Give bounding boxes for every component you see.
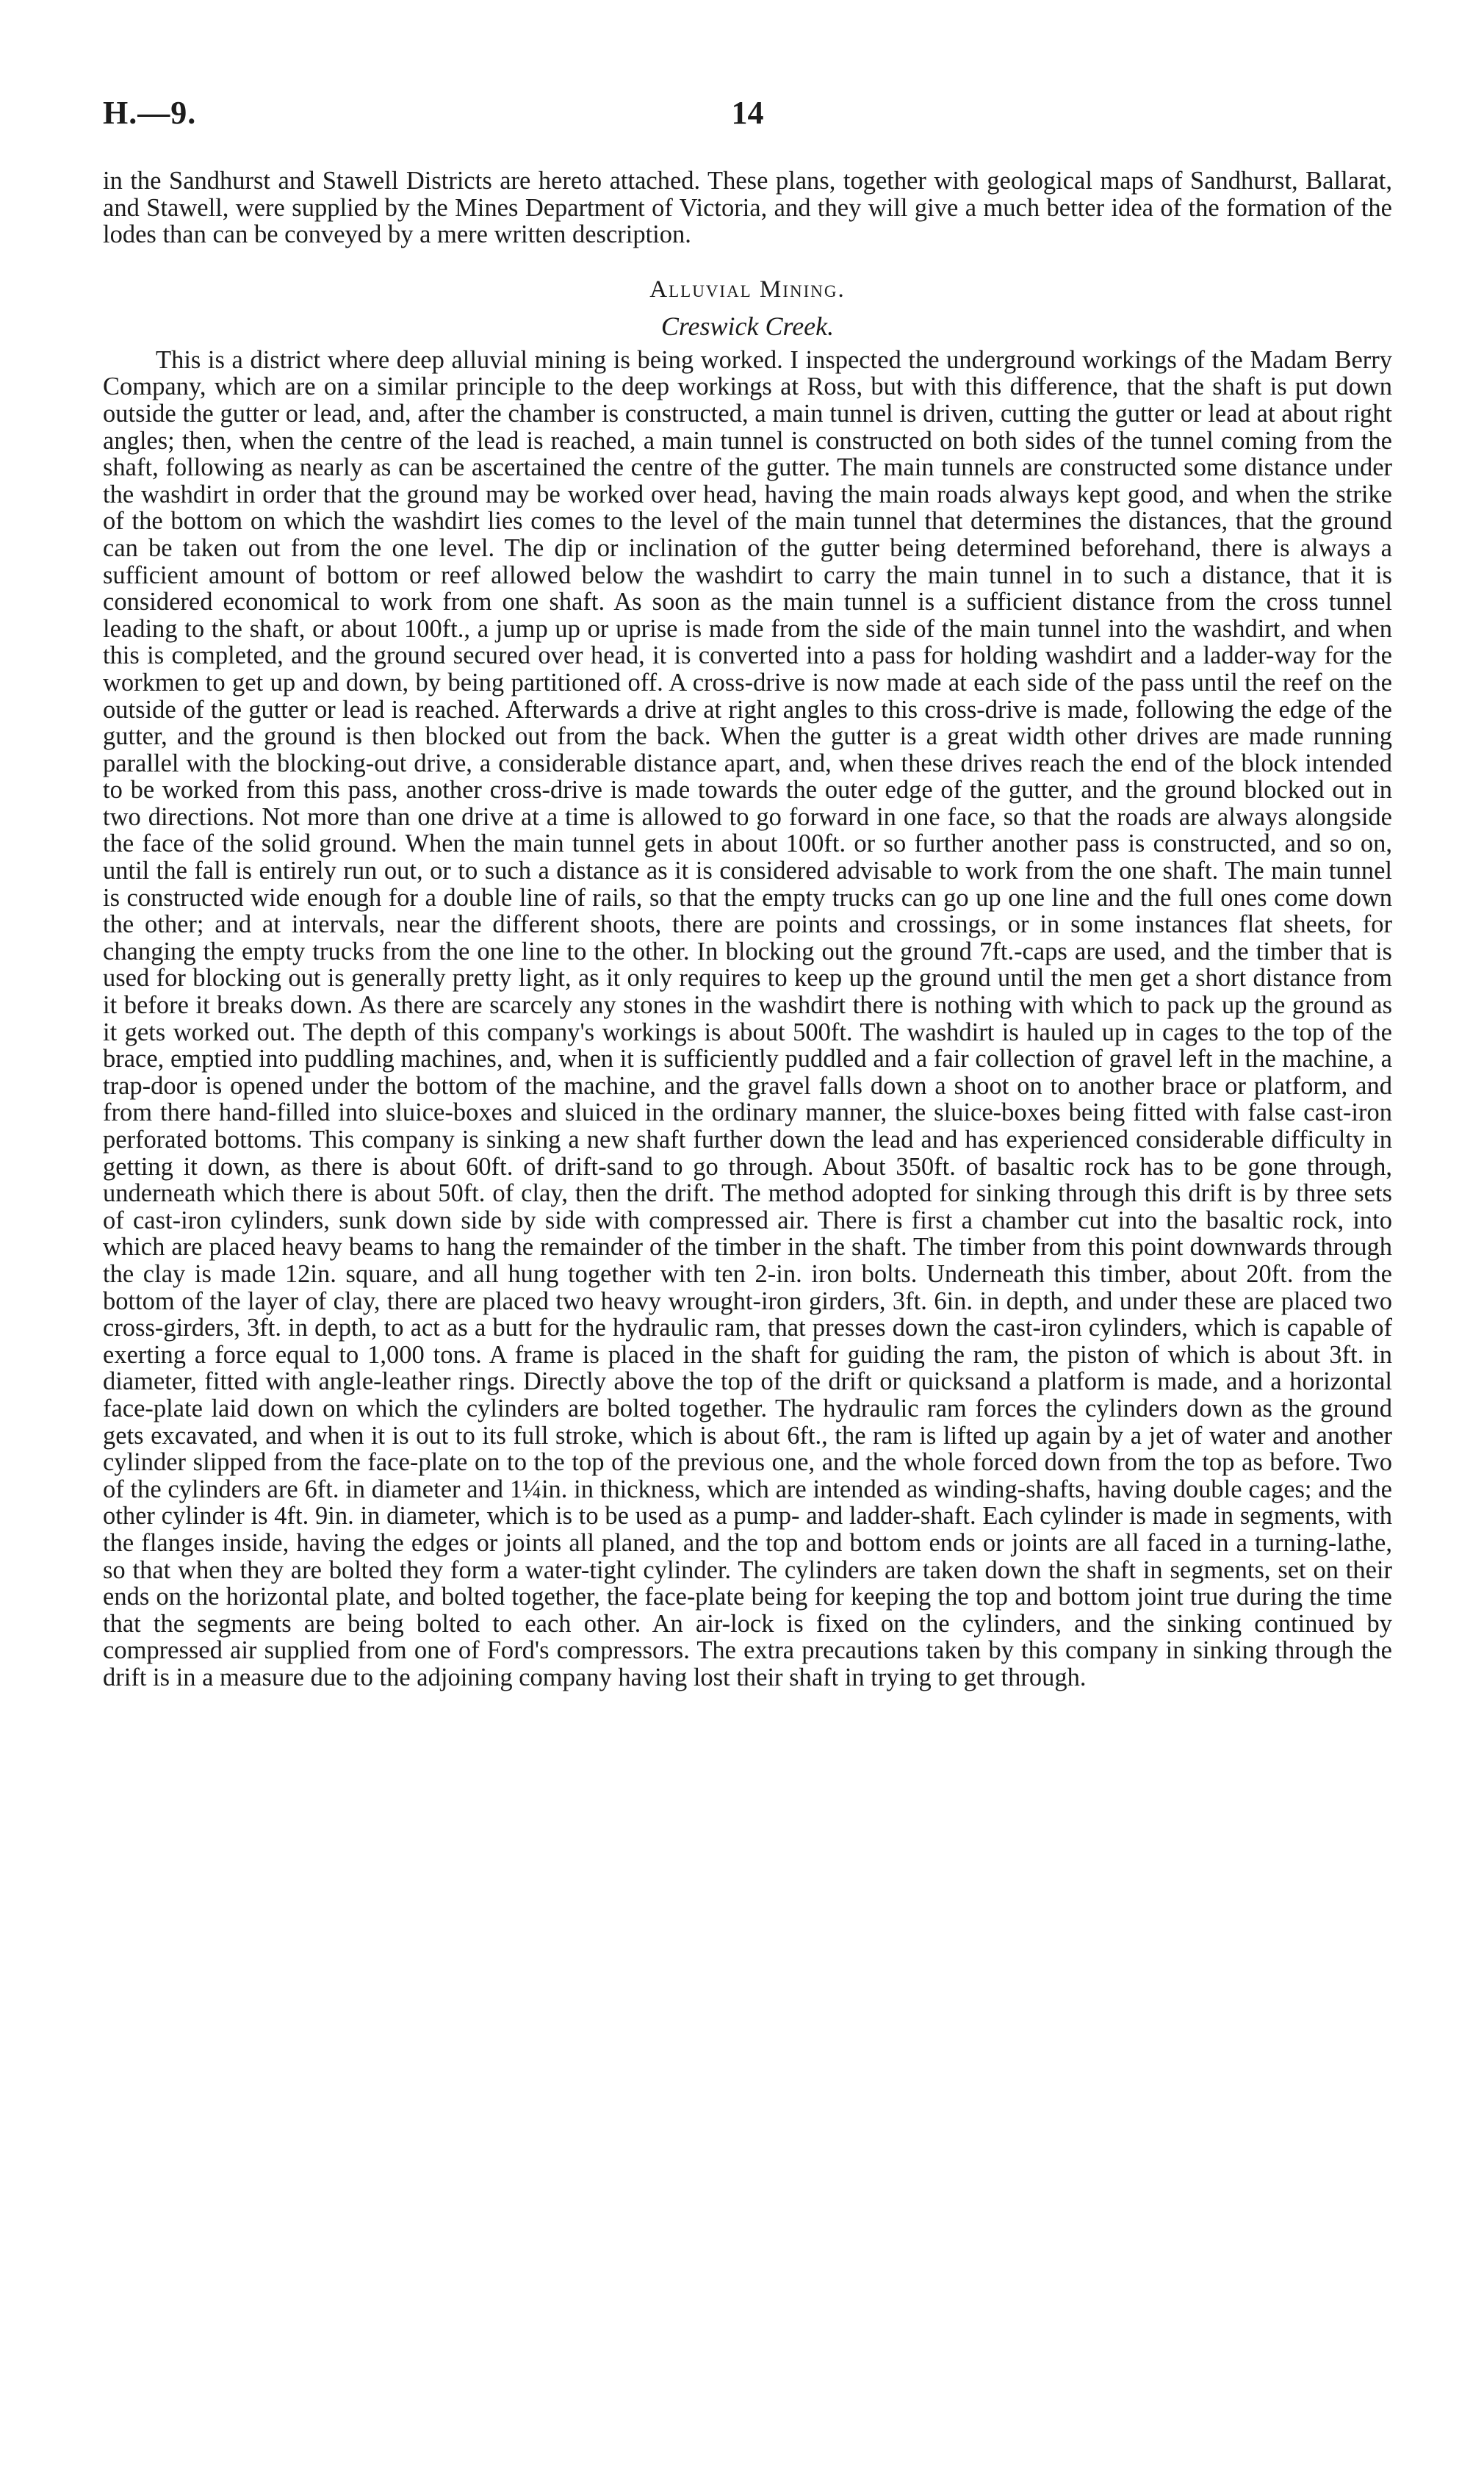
section-subheading: Creswick Creek. <box>660 311 835 341</box>
section-heading: Alluvial Mining. <box>649 276 846 303</box>
running-header <box>103 94 1392 138</box>
page-number: 14 <box>731 95 764 131</box>
document-body <box>103 168 1392 1691</box>
intro-paragraph: in the Sandhurst and Stawell Districts are hereto attached. These plans, together with geological maps of Sandhurst, Ballarat, and Stawell, were supplied by the Mines Department of Victoria, and they will give a much better idea of the formation of the lodes than can be conveyed by a mere written description. <box>103 167 1392 249</box>
document-reference: H.—9. <box>103 95 197 131</box>
body-paragraph: This is a district where deep alluvial mining is being worked. I inspected the underground workings of the Madam Berry Company, which are on a similar principle to the deep workings at Ross, but with this difference, that the shaft is put down outside the gutter or lead, and, after the chamber is constructed, a main tunnel is driven, cutting the gutter or lead at about right angles; then, when the centre of the lead is reached, a main tunnel is constructed on both sides of the tunnel coming from the shaft, following as nearly as can be ascertained the centre of the gutter. The main tunnels are constructed some distance under the washdirt in order that the ground may be worked over head, having the main roads always kept good, and when the strike of the bottom on which the washdirt lies comes to the level of the main tunnel that determines the distances, that the ground can be taken out from the one level. The dip or inclination of the gutter being determined beforehand, there is always a sufficient amount of bottom or reef allowed below the washdirt to carry the main tunnel in to such a distance, that it is considered economical to work from one shaft. As soon as the main tunnel is a sufficient distance from the cross tunnel leading to the shaft, or about 100ft., a jump up or uprise is made from the side of the main tunnel into the washdirt, and when this is completed, and the ground secured over head, it is converted into a pass for holding washdirt and a ladder-way for the workmen to get up and down, by being partitioned off. A cross-drive is now made at each side of the pass until the reef on the outside of the gutter or lead is reached. Afterwards a drive at right angles to this cross-drive is made, following the edge of the gutter, and the ground is then blocked out from the back. When the gutter is a great width other drives are made running parallel with the blocking-out drive, a considerable distance apart, and, when these drives reach the end of the block intended to be worked from this pass, another cross-drive is made towards the outer edge of the gutter, and the ground blocked out in two directions. Not more than one drive at a time is allowed to go forward in one face, so that the roads are always alongside the face of the solid ground. When the main tunnel gets in about 100ft. or so further another pass is constructed, and so on, until the fall is entirely run out, or to such a distance as it is considered advisable to work from the one shaft. The main tunnel is constructed wide enough for a double line of rails, so that the empty trucks can go up one line and the full ones come down the other; and at intervals, near the different shoots, there are points and crossings, or in some instances flat sheets, for changing the empty trucks from the one line to the other. In blocking out the ground 7ft.-caps are used, and the timber that is used for blocking out is generally pretty light, as it only requires to keep up the ground until the men get a short distance from it before it breaks down. As there are scarcely any stones in the washdirt there is nothing with which to pack up the ground as it gets worked out. The depth of this company's workings is about 500ft. The washdirt is hauled up in cages to the top of the brace, emptied into puddling machines, and, when it is sufficiently puddled and a fair collection of gravel left in the machine, a trap-door is opened under the bottom of the machine, and the gravel falls down a shoot on to another brace or platform, and from there hand-filled into sluice-boxes and sluiced in the ordinary manner, the sluice-boxes being fitted with false cast-iron perforated bottoms. This company is sinking a new shaft further down the lead and has experienced considerable difficulty in getting it down, as there is about 60ft. of drift-sand to go through. About 350ft. of basaltic rock has to be gone through, underneath which there is about 50ft. of clay, then the drift. The method adopted for sinking through this drift is by three sets of cast-iron cylinders, sunk down side by side with compressed air. There is first a chamber cut into the basaltic rock, into which are placed heavy beams to hang the remainder of the timber in the shaft. The timber from this point downwards through the clay is made 12in. square, and all hung together with ten 2-in. iron bolts. Underneath this timber, about 20ft. from the bottom of the layer of clay, there are placed two heavy wrought-iron girders, 3ft. 6in. in depth, and under these are placed two cross-girders, 3ft. in depth, to act as a butt for the hydraulic ram, that presses down the cast-iron cylinders, which is capable of exerting a force equal to 1,000 tons. A frame is placed in the shaft for guiding the ram, the piston of which is about 3ft. in diameter, fitted with angle-leather rings. Directly above the top of the drift or quicksand a platform is made, and a horizontal face-plate laid down on which the cylinders are bolted together. The hydraulic ram forces the cylinders down as the ground gets excavated, and when it is out to its full stroke, which is about 6ft., the ram is lifted up again by a jet of water and another cylinder slipped from the face-plate on to the top of the previous one, and the whole forced down from the top as before. Two of the cylinders are 6ft. in diameter and 1¼in. in thickness, which are intended as winding-shafts, having double cages; and the other cylinder is 4ft. 9in. in diameter, which is to be used as a pump- and ladder-shaft. Each cylinder is made in segments, with the flanges inside, having the edges or joints all planed, and the top and bottom ends or joints are all faced in a turning-lathe, so that when they are bolted they form a water-tight cylinder. The cylinders are taken down the shaft in segments, set on their ends on the horizontal plate, and bolted together, the face-plate being for keeping the top and bottom joint true during the time that the segments are being bolted to each other. An air-lock is fixed on the cylinders, and the sinking continued by compressed air supplied from one of Ford's compressors. The extra precautions taken by this company in sinking through the drift is in a measure due to the adjoining company having lost their shaft in trying to get through. <box>103 345 1392 1691</box>
